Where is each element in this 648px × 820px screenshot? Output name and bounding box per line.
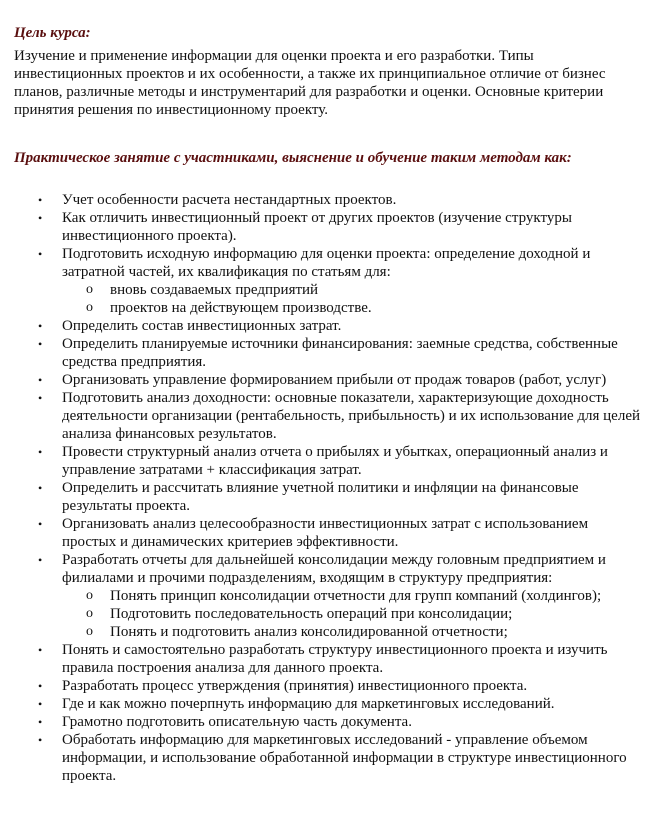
- sub-list-item-text: Подготовить последовательность операций при консолидации;: [110, 606, 513, 622]
- list-item-text: Обработать информацию для маркетинговых исследований - управление объемом информации, и использование обработанной информации в структуре инвестиционного проекта.: [62, 732, 627, 784]
- circle-bullet-icon: o: [86, 624, 93, 639]
- sub-list-item-text: вновь создаваемых предприятий: [110, 282, 319, 298]
- list-item-text: Разработать отчеты для дальнейшей консолидации между головным предприятием и филиалами и прочими подразделениям, входящим в структуру предприятия:: [62, 552, 606, 586]
- bullet-icon: •: [38, 481, 43, 495]
- goal-paragraph: Изучение и применение информации для оценки проекта и его разработки. Типы инвестиционных проектов и их особенности, а также их принципиальное отличие от бизнес планов, различные методы и инструментарий для разработки и оценки. Основные критерии принятия решения по инвестиционному проекту.: [14, 48, 606, 118]
- bullet-icon: •: [38, 373, 43, 387]
- list-item-text: Учет особенности расчета нестандартных проектов.: [62, 192, 397, 208]
- sub-list: [62, 281, 644, 317]
- bullet-icon: •: [38, 679, 43, 693]
- list-item-text: Организовать анализ целесообразности инвестиционных затрат с использованием простых и динамических критериев эффективности.: [62, 516, 589, 550]
- sub-list-item: [0, 299, 648, 317]
- sub-list-item: [0, 605, 648, 623]
- sub-list-item-text: Понять принцип консолидации отчетности для групп компаний (холдингов);: [110, 588, 602, 604]
- practice-list: [0, 191, 648, 785]
- list-item-text: Определить состав инвестиционных затрат.: [62, 318, 342, 334]
- list-item: [0, 335, 644, 371]
- list-item-text: Определить планируемые источники финансирования: заемные средства, собственные средства предприятия.: [62, 336, 618, 370]
- bullet-icon: •: [38, 553, 43, 567]
- bullet-icon: •: [38, 445, 43, 459]
- list-item: [0, 371, 644, 389]
- list-item-text: Определить и рассчитать влияние учетной политики и инфляции на финансовые результаты проекта.: [62, 480, 579, 514]
- list-item: [0, 389, 644, 443]
- list-item: [0, 317, 644, 335]
- bullet-icon: •: [38, 247, 43, 261]
- sub-list-item: [0, 587, 648, 605]
- list-item: [0, 479, 644, 515]
- bullet-icon: •: [38, 337, 43, 351]
- list-item: [0, 443, 644, 479]
- list-item-text: Как отличить инвестиционный проект от других проектов (изучение структуры инвестиционного проекта).: [62, 210, 572, 244]
- list-item: [0, 731, 644, 785]
- sub-list: [62, 587, 644, 641]
- bullet-icon: •: [38, 211, 43, 225]
- list-item: [0, 209, 644, 245]
- sub-list-item: [0, 281, 648, 299]
- list-item-text: Разработать процесс утверждения (принятия) инвестиционного проекта.: [62, 678, 528, 694]
- list-item: [0, 677, 644, 695]
- list-item: [0, 515, 644, 551]
- list-item: [0, 695, 644, 713]
- bullet-icon: •: [38, 733, 43, 747]
- sub-list-item-text: проектов на действующем производстве.: [110, 300, 372, 316]
- list-item-text: Где и как можно почерпнуть информацию для маркетинговых исследований.: [62, 696, 555, 712]
- list-item-text: Подготовить исходную информацию для оценки проекта: определение доходной и затратной частей, их квалификация по статьям для:: [62, 246, 591, 280]
- list-item-text: Грамотно подготовить описательную часть документа.: [62, 714, 412, 730]
- list-item: [0, 713, 644, 731]
- list-item: [0, 551, 644, 641]
- circle-bullet-icon: o: [86, 606, 93, 621]
- bullet-icon: •: [38, 697, 43, 711]
- circle-bullet-icon: o: [86, 588, 93, 603]
- sub-list-item: [0, 623, 648, 641]
- list-item-text: Провести структурный анализ отчета о прибылях и убытках, операционный анализ и управление затратами + классификация затрат.: [62, 444, 608, 478]
- list-item: [0, 191, 644, 209]
- list-item-text: Понять и самостоятельно разработать структуру инвестиционного проекта и изучить правила построения анализа для данного проекта.: [62, 642, 608, 676]
- list-item-text: Организовать управление формированием прибыли от продаж товаров (работ, услуг): [62, 372, 607, 388]
- list-item: [0, 641, 644, 677]
- bullet-icon: •: [38, 715, 43, 729]
- list-item-text: Подготовить анализ доходности: основные показатели, характеризующие доходность деятельности организации (рентабельность, прибыльность) и их использование для целей анализа финансовых результатов.: [62, 390, 640, 442]
- bullet-icon: •: [38, 643, 43, 657]
- bullet-icon: •: [38, 319, 43, 333]
- practice-heading: Практическое занятие с участниками, выяснение и обучение таким методам как:: [14, 150, 572, 166]
- list-item: [0, 245, 644, 317]
- goal-heading: Цель курса:: [14, 25, 91, 41]
- circle-bullet-icon: o: [86, 300, 93, 315]
- bullet-icon: •: [38, 391, 43, 405]
- sub-list-item-text: Понять и подготовить анализ консолидированной отчетности;: [110, 624, 508, 640]
- bullet-icon: •: [38, 517, 43, 531]
- bullet-icon: •: [38, 193, 43, 207]
- circle-bullet-icon: o: [86, 282, 93, 297]
